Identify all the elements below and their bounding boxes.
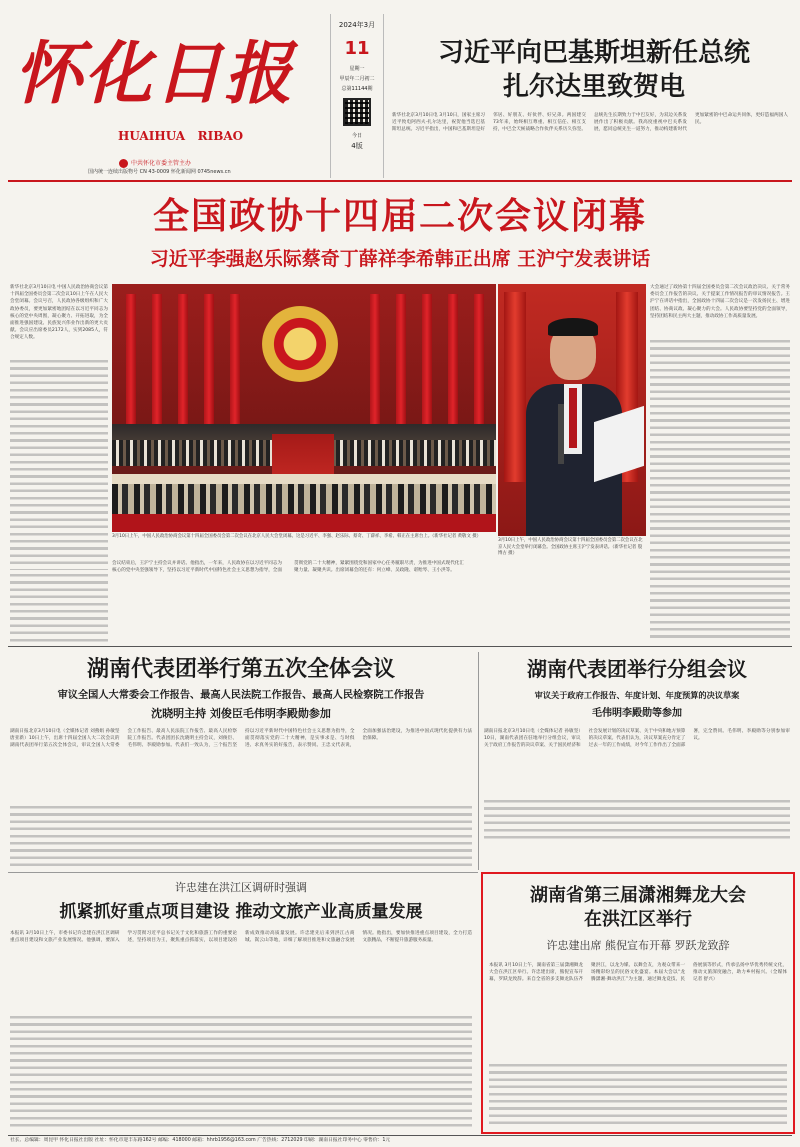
story3-headline: 湖南代表团举行分组会议 xyxy=(527,657,747,681)
story5-headline-line1: 湖南省第三届潇湘舞龙大会 xyxy=(530,885,746,906)
main-bottom-text: 会议结束后，王沪宁主持会议并讲话。他指出，一年来，人民政协在以习近平同志为核心的党中央坚强领导下，坚持以习近平新时代中国特色社会主义思想为指导，全面贯彻党的二十大精神，紧紧围绕党和国家中心任务履职尽责，为推进中国式现代化汇聚力量、凝聚共识。出席闭幕会的还有：何立峰、吴政隆、谌贻琴、王小洪等。 xyxy=(112,561,464,574)
main-subhead: 习近平李强赵乐际蔡奇丁薛祥李希韩正出席 王沪宁发表讲话 xyxy=(149,248,651,270)
story5-body: 本报讯 3月10日上午，湖南省第三届潇湘舞龙大会在洪江区举行。许忠建出席，熊倪宣布开幕，罗跃龙致辞。来自全省的多支舞龙队伍齐聚洪江，以龙为媒、以舞会友，为观众带来一场精彩纷呈的民俗文化盛宴。本届大会以“龙腾潇湘·舞动洪江”为主题，通过舞龙竞技、民俗展演等形式，传承弘扬中华优秀传统文化，推动文旅深度融合，助力乡村振兴。（全媒体记者 舒兴） xyxy=(489,963,787,983)
date-day: 11 xyxy=(344,38,370,59)
party-emblem-icon xyxy=(119,159,128,168)
section-rule-1 xyxy=(8,646,792,647)
issue-number: 总第11144期 xyxy=(341,86,373,92)
lead-headline-line2: 扎尔达里致贺电 xyxy=(502,72,685,102)
story4-headline: 抓紧抓好重点项目建设 推动文旅产业高质量发展 xyxy=(59,902,423,922)
story2-subhead2: 沈晓明主持 刘俊臣毛伟明李殿勋参加 xyxy=(151,707,331,720)
main-headline: 全国政协十四届二次会议闭幕 xyxy=(152,195,647,237)
main-photo-right-caption: 3月10日上午，中国人民政治协商会议第十四届全国委员会第二次会议在北京人民大会堂举行闭幕会。全国政协主席王沪宁发表讲话。（新华社记者 殷博古 摄） xyxy=(498,538,643,557)
date-box xyxy=(330,14,384,178)
story5-headline-line2: 在洪江区举行 xyxy=(584,909,692,930)
masthead-publisher: 中共怀化市委主管主办 xyxy=(131,160,192,167)
story5-box xyxy=(481,872,795,1134)
story2-headline: 湖南代表团举行第五次全体会议 xyxy=(86,656,395,682)
cppcc-emblem-icon xyxy=(262,306,338,382)
date-lunar: 甲辰年二月初二 xyxy=(339,76,375,82)
story3-subhead2: 毛伟明李殿勋等参加 xyxy=(592,708,682,719)
main-photo-left xyxy=(112,284,496,532)
masthead-rule xyxy=(8,180,792,182)
footer: 社长、总编辑：周昆甲 怀化日报社出版 社址：怀化市迎丰东路162号 邮编：418000 邮箱：hhrb1956@163.com 广告热线：2712029 印刷：湖南日报社印务中心 零售价：1元 xyxy=(10,1138,391,1143)
pages-count: 4版 xyxy=(351,142,363,150)
story5-headline xyxy=(483,884,793,932)
lead-headline-line1: 习近平向巴基斯坦新任总统 xyxy=(437,38,750,68)
masthead-pinyin: HUAIHUA RIBAO xyxy=(118,129,244,143)
story4-body: 本报讯 3月10日上午，市委书记许忠建在洪江区调研重点项目建设和文旅产业发展情况。他强调，要深入学习贯彻习近平总书记关于文化和旅游工作的重要论述，坚持项目为王，聚焦重点抓落实，以项目建设的新成效推动高质量发展。许忠建先后来到洪江古商城、嵩云山等地，详细了解项目推进和文旅融合发展情况。他指出，要加快推进重点项目建设，全力打造文旅精品，不断提升旅游服务质量。 xyxy=(10,931,472,944)
date-weekday: 星期一 xyxy=(349,66,365,72)
story3-subhead1: 审议关于政府工作报告、年度计划、年度预算的决议草案 xyxy=(534,690,740,700)
date-year-month: 2024年3月 xyxy=(338,21,376,29)
story5-subhead: 许忠建出席 熊倪宣布开幕 罗跃龙致辞 xyxy=(546,939,730,952)
masthead-registration: 国内统一连续出版物号 CN 43-0009 怀化新闻网 0745news.cn xyxy=(88,169,231,175)
main-left-column: 新华社北京3月10日电 中国人民政治协商会议第十四届全国委员会第二次会议10日上午在人民大会堂闭幕。会议号召，人民政协各级组织和广大政协委员，要更加紧密地团结在以习近平同志为核心的党中央周围，凝心聚力、开拓进取，为全面推进强国建设、民族复兴伟业作出新的更大贡献。会议应出席委员2172人，实到2085人，符合规定人数。 xyxy=(10,285,108,341)
lead-body: 新华社北京3月10日电 3月10日，国家主席习近平致电阿西夫·扎尔达里，祝贺他当选巴基斯坦总统。习近平指出，中国和巴基斯坦是好邻居、好朋友、好伙伴、好兄弟。两国建交73年来，始终相互尊重、相互信任、相互支持，中巴全天候战略合作伙伴关系历久弥坚。总统先生长期致力于中巴友好，为双边关系发展作出了积极贡献。我高度重视中巴关系发展，愿同总统先生一道努力，推动构建新时代更加紧密的中巴命运共同体，更好造福两国人民。 xyxy=(392,113,788,133)
story3-body: 湖南日报北京3月10日电（全媒体记者 孙敏坚）10日，湖南代表团在驻地举行分组会议，审议关于政府工作报告的决议草案、关于国民经济和社会发展计划的决议草案、关于中央和地方预算的决议草案。代表们认为，决议草案充分肯定了过去一年的工作成绩，对今年工作作出了全面部署，完全赞同。毛伟明、李殿勋等分别参加审议。 xyxy=(484,729,790,749)
story2-body: 湖南日报北京3月10日电（全媒体记者 刘燕娟 孙敏坚 唐亚新）10日上午，出席十四届全国人大二次会议的湖南代表团举行第五次全体会议，审议全国人大常委会工作报告、最高人民法院工作报告、最高人民检察院工作报告。代表团团长沈晓明主持会议，刘俊臣、毛伟明、李殿勋参加。代表们一致认为，三个报告坚持以习近平新时代中国特色社会主义思想为指导，全面贯彻落实党的二十大精神，是实事求是、与时俱进、求真务实的好报告，表示赞同。王忠文代表说，全面加强法治建设，为推进中国式现代化提供有力法治保障。 xyxy=(10,729,472,749)
main-photo-left-caption: 3月10日上午，中国人民政治协商会议第十四届全国委员会第二次会议在北京人民大会堂闭幕。这是习近平、李强、赵乐际、蔡奇、丁薛祥、李希、韩正在主席台上。（新华社记者 黄敬文 摄） xyxy=(112,534,482,539)
main-photo-right xyxy=(498,284,646,536)
qr-code-icon xyxy=(343,98,371,126)
lead-headline xyxy=(398,36,790,104)
story4-kicker: 许忠建在洪江区调研时强调 xyxy=(175,881,307,894)
main-right-column: 大会通过了政协第十四届全国委员会第二次会议政治决议、关于常务委员会工作报告的决议、关于提案工作情况报告的审议情况报告。王沪宁在讲话中指出，全国政协十四届二次会议是一次发扬民主、增进团结、协商议政、凝心聚力的大会。人民政协要坚持党的全面领导，坚持团结和民主两大主题，推动政协工作高质量发展。 xyxy=(650,285,790,319)
today-label: 今日 xyxy=(351,133,362,139)
story2-subhead1: 审议全国人大常委会工作报告、最高人民法院工作报告、最高人民检察院工作报告 xyxy=(57,690,425,701)
masthead-logo: 怀化日报 xyxy=(14,34,295,114)
